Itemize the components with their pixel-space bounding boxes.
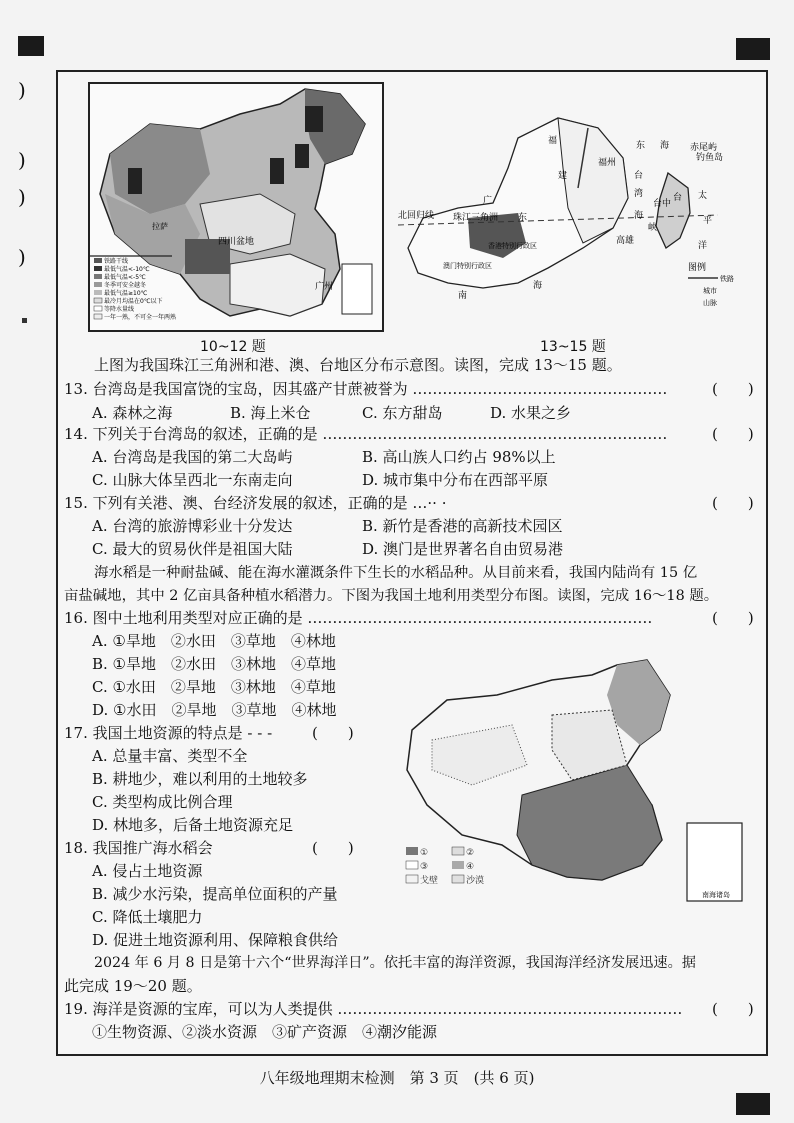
m2-strait-3: 海 xyxy=(634,211,644,221)
q18-stem: 18. 我国推广海水稻会 xyxy=(64,839,213,857)
m2-hai: 海 xyxy=(660,141,670,151)
m2-legend-mountain: 山脉 xyxy=(703,299,717,307)
q16-option-a[interactable]: A. ①旱地 ②水田 ③草地 ④林地 xyxy=(92,632,336,650)
map1-legend-5: 最冷月均温在0℃以下 xyxy=(104,298,163,305)
q15-stem: 15. 下列有关港、澳、台经济发展的叙述，正确的是 …·· · xyxy=(64,494,447,512)
m3-legend-1: ① xyxy=(420,848,429,858)
q14-answer-paren[interactable]: ( ) xyxy=(712,425,754,443)
caption-map2: 13~15 题 xyxy=(540,339,606,355)
m2-macau: 澳门特别行政区 xyxy=(443,262,492,270)
q16-answer-paren[interactable]: ( ) xyxy=(712,609,754,627)
q18-option-d[interactable]: D. 促进土地资源利用、保障粮食供给 xyxy=(92,931,339,949)
q17-option-c[interactable]: C. 类型构成比例合理 xyxy=(92,793,233,811)
m2-ping: 平 xyxy=(703,216,713,226)
m2-yang: 洋 xyxy=(698,241,708,251)
q18-option-c[interactable]: C. 降低土壤肥力 xyxy=(92,908,203,926)
m2-chiwei: 赤尾屿 xyxy=(690,143,718,153)
q19-answer-paren[interactable]: ( ) xyxy=(712,1000,754,1018)
intro-13-15: 上图为我国珠江三角洲和港、澳、台地区分布示意图。读图，完成 13～15 题。 xyxy=(94,356,622,374)
q13-option-b[interactable]: B. 海上米仓 xyxy=(230,404,311,422)
map1-legend-0: 铁路干线 xyxy=(104,258,129,265)
side-paren-2: ) xyxy=(18,148,26,172)
inset-label: 南海诸岛 xyxy=(702,891,730,899)
q13-stem: 13. 台湾岛是我国富饶的宝岛，因其盛产甘蔗被誉为 …………………………………………… xyxy=(64,380,668,398)
q16-stem: 16. 图中土地利用类型对应正确的是 …………………………………………………………… xyxy=(64,609,653,627)
m3-legend-desert: 沙漠 xyxy=(466,876,485,886)
q15-option-c[interactable]: C. 最大的贸易伙伴是祖国大陆 xyxy=(92,540,293,558)
map1-legend-1: 最低气温<-10℃ xyxy=(104,266,150,273)
q18-answer-paren[interactable]: ( ) xyxy=(312,839,354,857)
map-land-use-svg xyxy=(402,655,750,905)
side-dot xyxy=(22,318,27,323)
m2-dong: 东 xyxy=(636,141,646,151)
q15-option-d[interactable]: D. 澳门是世界著名自由贸易港 xyxy=(362,540,564,558)
label-lhasa: 拉萨 xyxy=(152,222,168,231)
registration-mark-top-right xyxy=(736,38,770,60)
q13-option-c[interactable]: C. 东方甜岛 xyxy=(362,404,443,422)
m2-nan: 南 xyxy=(458,291,468,301)
map1-legend-6: 等降水量线 xyxy=(104,306,135,313)
q16-option-c[interactable]: C. ①水田 ②旱地 ③林地 ④草地 xyxy=(92,678,336,696)
registration-mark-top-left xyxy=(18,36,44,56)
registration-mark-bottom-right xyxy=(736,1093,770,1115)
m3-legend-3: ③ xyxy=(420,862,429,872)
m2-tropic: 北回归线 xyxy=(398,211,435,221)
taiwan-shape xyxy=(656,173,690,248)
map-pearl-delta-taiwan-svg xyxy=(398,108,748,330)
m2-hongkong: 香港特别行政区 xyxy=(488,242,537,250)
q17-option-a[interactable]: A. 总量丰富、类型不全 xyxy=(92,747,248,765)
q17-answer-paren[interactable]: ( ) xyxy=(312,724,354,742)
intro-19-20-line1: 2024 年 6 月 8 日是第十六个“世界海洋日”。依托丰富的海洋资源，我国海洋经济发展迅速。据 xyxy=(94,955,696,971)
m2-legend-title: 图例 xyxy=(688,263,707,273)
q17-option-d[interactable]: D. 林地多，后备土地资源充足 xyxy=(92,816,294,834)
m2-strait-2: 湾 xyxy=(634,189,644,199)
q15-option-b[interactable]: B. 新竹是香港的高新技术园区 xyxy=(362,517,563,535)
q19-options: ①生物资源、②淡水资源 ③矿产资源 ④潮汐能源 xyxy=(92,1023,438,1041)
map1-legend-4: 最低气温≥10℃ xyxy=(104,290,148,297)
q17-stem: 17. 我国土地资源的特点是 - - - xyxy=(64,724,273,742)
m2-gaoxiong: 高雄 xyxy=(616,236,635,246)
intro-19-20-line2: 此完成 19～20 题。 xyxy=(64,977,202,995)
map-china-agriculture xyxy=(88,82,384,332)
side-paren-3: ) xyxy=(18,185,26,209)
map-china-agriculture-svg xyxy=(90,84,382,330)
q16-option-d[interactable]: D. ①水田 ②旱地 ③草地 ④林地 xyxy=(92,701,337,719)
q14-option-b[interactable]: B. 高山族人口约占 98%以上 xyxy=(362,448,556,466)
q15-option-a[interactable]: A. 台湾的旅游博彩业十分发达 xyxy=(92,517,293,535)
m2-legend-city: 城市 xyxy=(703,287,717,295)
intro-16-18-line2: 亩盐碱地，其中 2 亿亩具备种植水稻潜力。下图为我国土地利用类型分布图。读图，完成 16～18 题。 xyxy=(64,588,719,604)
m2-strait-1: 台 xyxy=(634,171,644,181)
q15-answer-paren[interactable]: ( ) xyxy=(712,494,754,512)
intro-16-18-line1: 海水稻是一种耐盐碱、能在海水灌溉条件下生长的水稻品种。从目前来看，我国内陆尚有 15 亿 xyxy=(94,565,698,581)
m2-legend-rail: 铁路 xyxy=(720,275,734,283)
m2-tai-island: 台 xyxy=(673,193,683,203)
m3-legend-4: ④ xyxy=(466,862,475,872)
m2-diaoyu: 钓鱼岛 xyxy=(696,153,724,163)
q14-stem: 14. 下列关于台湾岛的叙述，正确的是 …………………………………………………………… xyxy=(64,425,668,443)
q14-option-d[interactable]: D. 城市集中分布在西部平原 xyxy=(362,471,549,489)
label-guangzhou: 广州 xyxy=(315,282,334,292)
q18-option-a[interactable]: A. 侵占土地资源 xyxy=(92,862,203,880)
m2-pearl-delta: 珠江三角洲 xyxy=(453,213,499,223)
side-paren-1: ) xyxy=(18,78,26,102)
m3-legend-gobi: 戈壁 xyxy=(420,876,439,886)
south-china-sea-inset xyxy=(687,823,742,901)
map1-legend-3: 冬季可安全越冬 xyxy=(104,282,147,289)
q13-answer-paren[interactable]: ( ) xyxy=(712,380,754,398)
caption-map1: 10~12 题 xyxy=(200,339,266,355)
map-land-use xyxy=(402,655,750,905)
q19-stem: 19. 海洋是资源的宝库，可以为人类提供 …………………………………………………………… xyxy=(64,1000,683,1018)
m2-tai: 太 xyxy=(698,191,708,201)
map-pearl-delta-taiwan xyxy=(398,108,748,330)
m2-jian: 建 xyxy=(558,171,568,181)
q18-option-b[interactable]: B. 减少水污染，提高单位面积的产量 xyxy=(92,885,338,903)
m2-strait-4: 峡 xyxy=(648,223,658,233)
side-paren-4: ) xyxy=(18,245,26,269)
m2-fujian: 福 xyxy=(548,136,558,146)
q17-option-b[interactable]: B. 耕地少，难以利用的土地较多 xyxy=(92,770,308,788)
m3-legend-2: ② xyxy=(466,848,475,858)
q13-option-a[interactable]: A. 森林之海 xyxy=(92,404,173,422)
page-footer: 八年级地理期末检测 第 3 页 (共 6 页) xyxy=(259,1069,535,1087)
m2-hai2: 海 xyxy=(533,281,543,291)
q16-option-b[interactable]: B. ①旱地 ②水田 ③林地 ④草地 xyxy=(92,655,337,673)
q14-option-a[interactable]: A. 台湾岛是我国的第二大岛屿 xyxy=(92,448,293,466)
q13-option-d[interactable]: D. 水果之乡 xyxy=(490,404,572,422)
m2-guang: 广 xyxy=(483,196,493,206)
map1-legend-2: 最低气温<-5℃ xyxy=(104,274,146,281)
q14-option-c[interactable]: C. 山脉大体呈西北一东南走向 xyxy=(92,471,293,489)
m2-fuzhou: 福州 xyxy=(598,158,617,168)
map1-legend-7: 一年一熟，不可全一年两熟 xyxy=(104,314,177,321)
m2-taizhong: 台中 xyxy=(653,199,672,209)
label-sichuan: 四川盆地 xyxy=(218,237,255,247)
m2-dong2: 东 xyxy=(518,213,528,223)
